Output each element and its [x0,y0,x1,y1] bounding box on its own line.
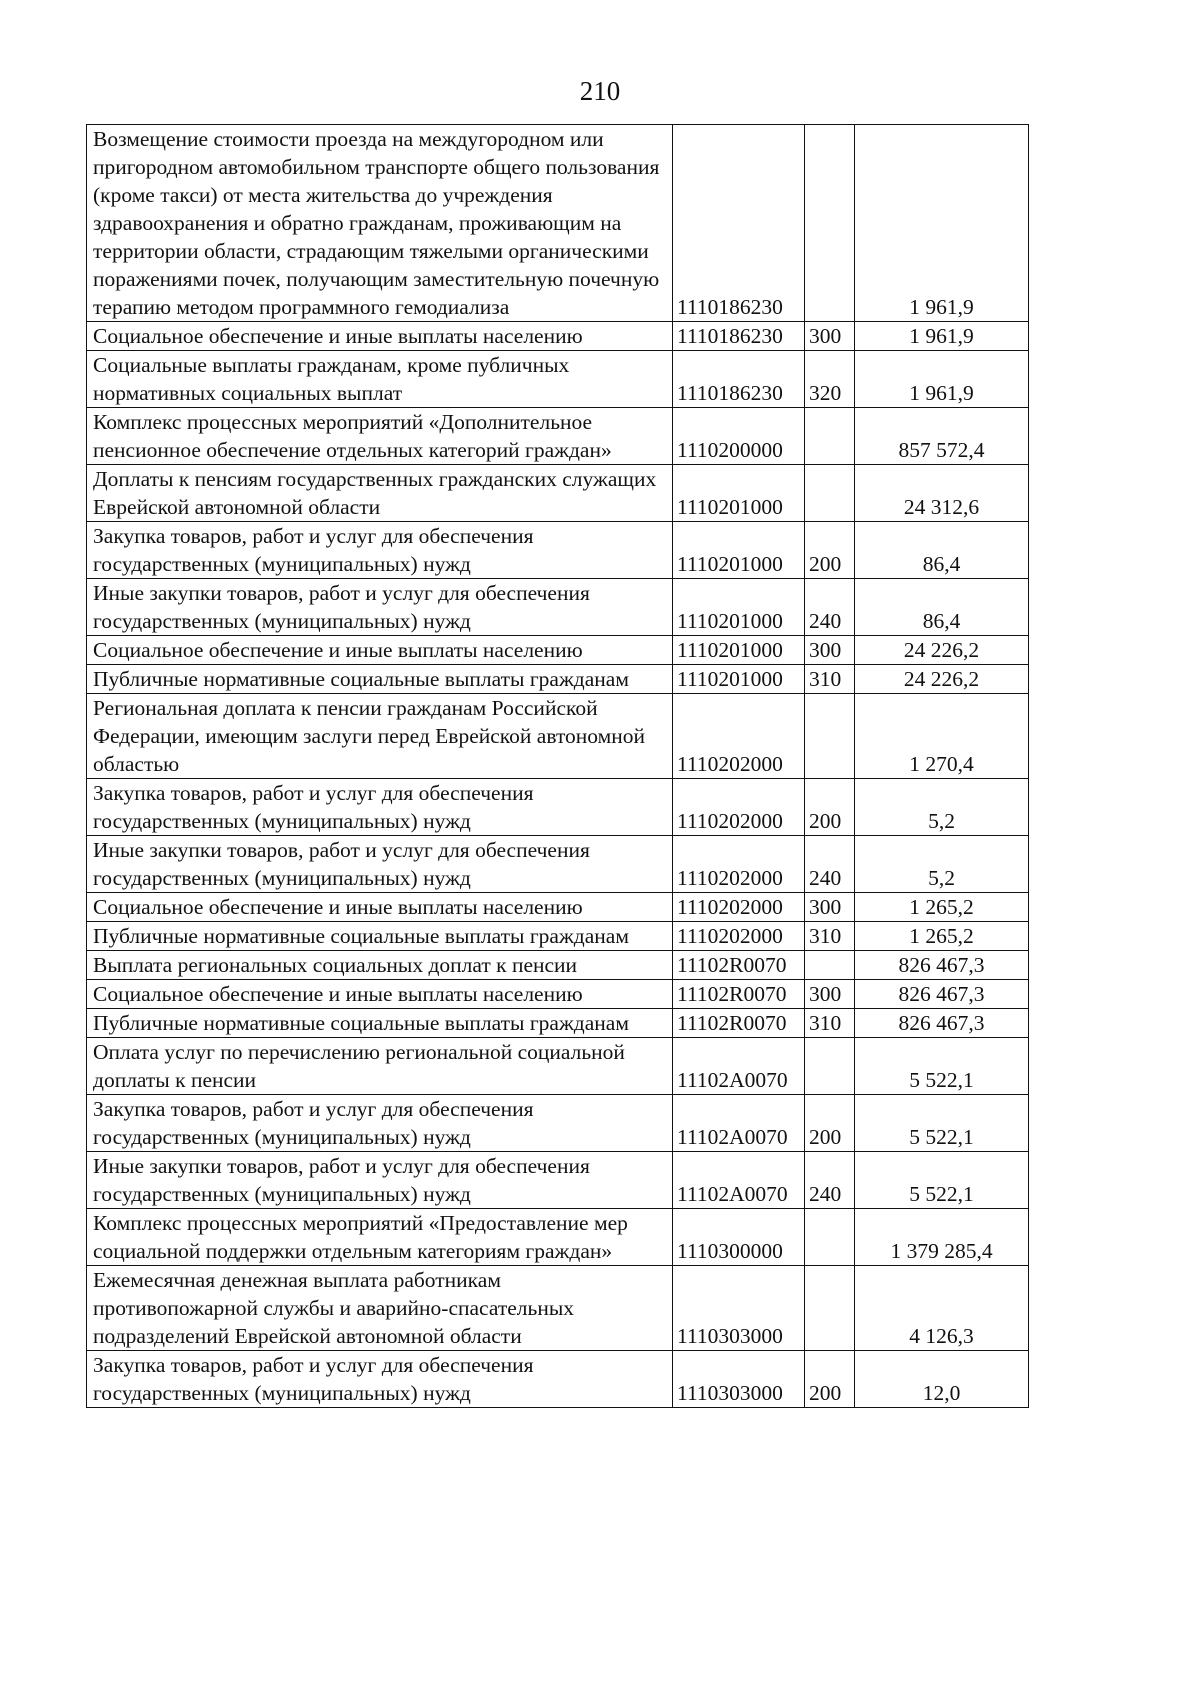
row-amount: 5 522,1 [855,1095,1029,1152]
table-row [87,1009,1029,1038]
table-row [87,465,1029,522]
row-name: Иные закупки товаров, работ и услуг для обеспечения государственных (муниципальных) нужд [87,1152,673,1209]
table-row [87,1266,1029,1351]
budget-table-body [87,125,1029,1408]
table-row [87,579,1029,636]
row-amount: 86,4 [855,579,1029,636]
row-expense-type: 300 [805,636,855,665]
row-expense-type [805,408,855,465]
row-name: Социальное обеспечение и иные выплаты населению [87,893,673,922]
row-amount: 826 467,3 [855,951,1029,980]
row-amount: 24 226,2 [855,665,1029,694]
row-amount: 12,0 [855,1351,1029,1408]
row-target-code: 1110300000 [673,1209,805,1266]
row-expense-type [805,465,855,522]
table-row [87,1038,1029,1095]
table-row [87,408,1029,465]
row-expense-type: 200 [805,779,855,836]
row-name: Публичные нормативные социальные выплаты гражданам [87,1009,673,1038]
row-amount: 24 226,2 [855,636,1029,665]
row-target-code: 11102R0070 [673,951,805,980]
row-amount: 5 522,1 [855,1152,1029,1209]
table-row [87,893,1029,922]
row-expense-type: 310 [805,922,855,951]
row-expense-type: 300 [805,322,855,351]
row-amount: 1 961,9 [855,351,1029,408]
row-target-code: 1110186230 [673,322,805,351]
row-target-code: 1110303000 [673,1266,805,1351]
row-amount: 1 961,9 [855,322,1029,351]
row-expense-type: 310 [805,1009,855,1038]
row-expense-type [805,694,855,779]
row-name: Закупка товаров, работ и услуг для обеспечения государственных (муниципальных) нужд [87,779,673,836]
row-amount: 1 265,2 [855,922,1029,951]
row-target-code: 1110201000 [673,579,805,636]
row-name: Комплекс процессных мероприятий «Дополнительное пенсионное обеспечение отдельных категорий граждан» [87,408,673,465]
row-name: Иные закупки товаров, работ и услуг для обеспечения государственных (муниципальных) нужд [87,836,673,893]
row-name: Публичные нормативные социальные выплаты гражданам [87,665,673,694]
row-name: Доплаты к пенсиям государственных гражданских служащих Еврейской автономной области [87,465,673,522]
row-name: Иные закупки товаров, работ и услуг для обеспечения государственных (муниципальных) нужд [87,579,673,636]
row-target-code: 1110201000 [673,665,805,694]
row-target-code: 11102A0070 [673,1095,805,1152]
row-expense-type: 240 [805,1152,855,1209]
table-row [87,322,1029,351]
row-name: Публичные нормативные социальные выплаты гражданам [87,922,673,951]
table-row [87,694,1029,779]
row-expense-type [805,1266,855,1351]
row-amount: 24 312,6 [855,465,1029,522]
row-target-code: 1110200000 [673,408,805,465]
row-expense-type [805,125,855,322]
row-target-code: 11102R0070 [673,980,805,1009]
row-name: Комплекс процессных мероприятий «Предоставление мер социальной поддержки отдельным категориям граждан» [87,1209,673,1266]
row-expense-type: 240 [805,836,855,893]
row-expense-type: 320 [805,351,855,408]
row-target-code: 1110202000 [673,779,805,836]
table-row [87,1351,1029,1408]
row-amount: 5,2 [855,836,1029,893]
table-row [87,1095,1029,1152]
table-row [87,1152,1029,1209]
table-row [87,951,1029,980]
row-amount: 86,4 [855,522,1029,579]
row-expense-type: 200 [805,522,855,579]
row-target-code: 1110202000 [673,922,805,951]
row-expense-type: 300 [805,893,855,922]
table-row [87,636,1029,665]
row-name: Социальное обеспечение и иные выплаты населению [87,636,673,665]
row-target-code: 11102A0070 [673,1152,805,1209]
row-target-code: 11102R0070 [673,1009,805,1038]
table-row [87,980,1029,1009]
row-amount: 5,2 [855,779,1029,836]
row-target-code: 1110186230 [673,351,805,408]
row-expense-type [805,1209,855,1266]
row-target-code: 11102A0070 [673,1038,805,1095]
row-expense-type: 200 [805,1095,855,1152]
row-amount: 857 572,4 [855,408,1029,465]
row-target-code: 1110201000 [673,522,805,579]
row-name: Закупка товаров, работ и услуг для обеспечения государственных (муниципальных) нужд [87,522,673,579]
row-expense-type [805,1038,855,1095]
row-expense-type: 310 [805,665,855,694]
table-row [87,522,1029,579]
table-row [87,351,1029,408]
row-expense-type: 300 [805,980,855,1009]
row-target-code: 1110303000 [673,1351,805,1408]
row-name: Оплата услуг по перечислению региональной социальной доплаты к пенсии [87,1038,673,1095]
table-row [87,836,1029,893]
row-name: Ежемесячная денежная выплата работникам противопожарной службы и аварийно-спасательных подразделений Еврейской автономной области [87,1266,673,1351]
row-amount: 4 126,3 [855,1266,1029,1351]
row-name: Социальные выплаты гражданам, кроме публичных нормативных социальных выплат [87,351,673,408]
row-amount: 826 467,3 [855,1009,1029,1038]
row-amount: 1 961,9 [855,125,1029,322]
row-target-code: 1110201000 [673,636,805,665]
row-name: Выплата региональных социальных доплат к пенсии [87,951,673,980]
row-amount: 1 265,2 [855,893,1029,922]
row-name: Социальное обеспечение и иные выплаты населению [87,980,673,1009]
page-number: 210 [579,76,621,106]
row-name: Закупка товаров, работ и услуг для обеспечения государственных (муниципальных) нужд [87,1095,673,1152]
budget-table [86,124,1029,1408]
row-name: Возмещение стоимости проезда на междугородном или пригородном автомобильном транспорте общего пользования (кроме такси) от места жительства до учреждения здравоохранения и обратно гражданам, проживающим на территории области, страдающим тяжелыми органическими поражениями почек, получающим заместительную почечную терапию методом программного гемодиализа [87,125,673,322]
table-row [87,779,1029,836]
row-amount: 826 467,3 [855,980,1029,1009]
row-target-code: 1110201000 [673,465,805,522]
row-amount: 1 270,4 [855,694,1029,779]
table-row [87,922,1029,951]
table-row [87,665,1029,694]
row-target-code: 1110202000 [673,694,805,779]
row-target-code: 1110202000 [673,893,805,922]
row-amount: 1 379 285,4 [855,1209,1029,1266]
row-target-code: 1110202000 [673,836,805,893]
table-row [87,125,1029,322]
row-expense-type: 240 [805,579,855,636]
row-name: Социальное обеспечение и иные выплаты населению [87,322,673,351]
table-row [87,1209,1029,1266]
row-expense-type: 200 [805,1351,855,1408]
row-name: Закупка товаров, работ и услуг для обеспечения государственных (муниципальных) нужд [87,1351,673,1408]
row-name: Региональная доплата к пенсии гражданам Российской Федерации, имеющим заслуги перед Еврейской автономной областью [87,694,673,779]
row-expense-type [805,951,855,980]
row-amount: 5 522,1 [855,1038,1029,1095]
row-target-code: 1110186230 [673,125,805,322]
